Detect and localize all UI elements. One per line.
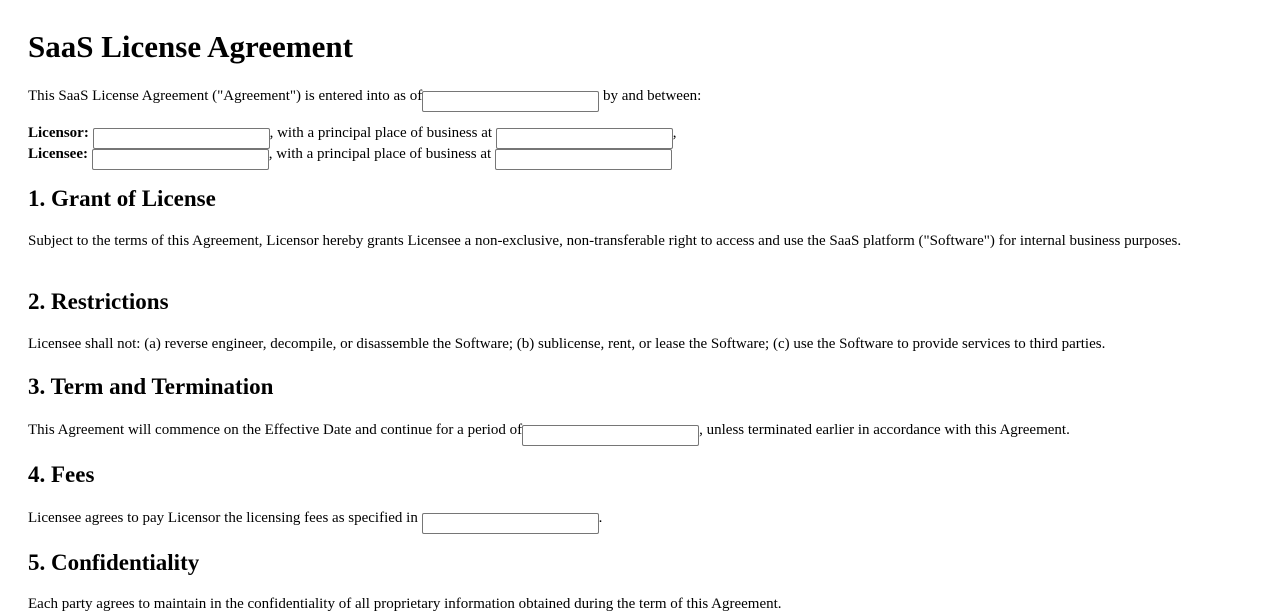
licensor-trailing-comma: , [672, 125, 677, 141]
fees-prefix: Licensee agrees to pay Licensor the licensing fees as specified in [28, 510, 418, 526]
licensee-address-input[interactable] [495, 149, 672, 170]
section-heading-term: 3. Term and Termination [28, 374, 274, 399]
fees-suffix: . [598, 510, 603, 526]
section-body-term [28, 421, 1070, 446]
fees-reference-input[interactable] [422, 513, 599, 534]
licensee-name-input[interactable] [92, 149, 269, 170]
term-period-input[interactable] [522, 425, 699, 446]
section-body-fees [28, 509, 602, 534]
intro-line [28, 87, 701, 112]
section-body-restrictions: Licensee shall not: (a) reverse engineer, decompile, or disassemble the Software; (b) sublicense, rent, or lease the Software; (c) use the Software to provide services to third parties. [28, 336, 1106, 352]
section-heading-fees: 4. Fees [28, 462, 95, 487]
page-title: SaaS License Agreement [28, 29, 353, 64]
intro-prefix: This SaaS License Agreement ("Agreement") is entered into as of [28, 88, 423, 104]
section-heading-restrictions: 2. Restrictions [28, 289, 169, 314]
intro-suffix: by and between: [602, 88, 702, 104]
section-body-grant: Subject to the terms of this Agreement, Licensor hereby grants Licensee a non-exclusive, non-transferable right to access and use the SaaS platform ("Software") for internal business purposes. [28, 233, 1182, 249]
term-suffix: , unless terminated earlier in accordance with this Agreement. [699, 422, 1070, 438]
effective-date-input[interactable] [422, 91, 599, 112]
section-body-confidentiality: Each party agrees to maintain in the confidentiality of all proprietary information obtained during the term of this Agreement. [28, 596, 782, 612]
licensee-line [28, 145, 672, 170]
term-prefix: This Agreement will commence on the Effective Date and continue for a period of [28, 422, 523, 438]
section-heading-confidentiality: 5. Confidentiality [28, 550, 200, 575]
licensee-label: Licensee: [28, 146, 88, 162]
section-heading-grant: 1. Grant of License [28, 186, 216, 211]
licensee-address-text: , with a principal place of business at [268, 146, 492, 162]
licensor-address-text: , with a principal place of business at [269, 125, 493, 141]
licensor-label: Licensor: [28, 125, 89, 141]
